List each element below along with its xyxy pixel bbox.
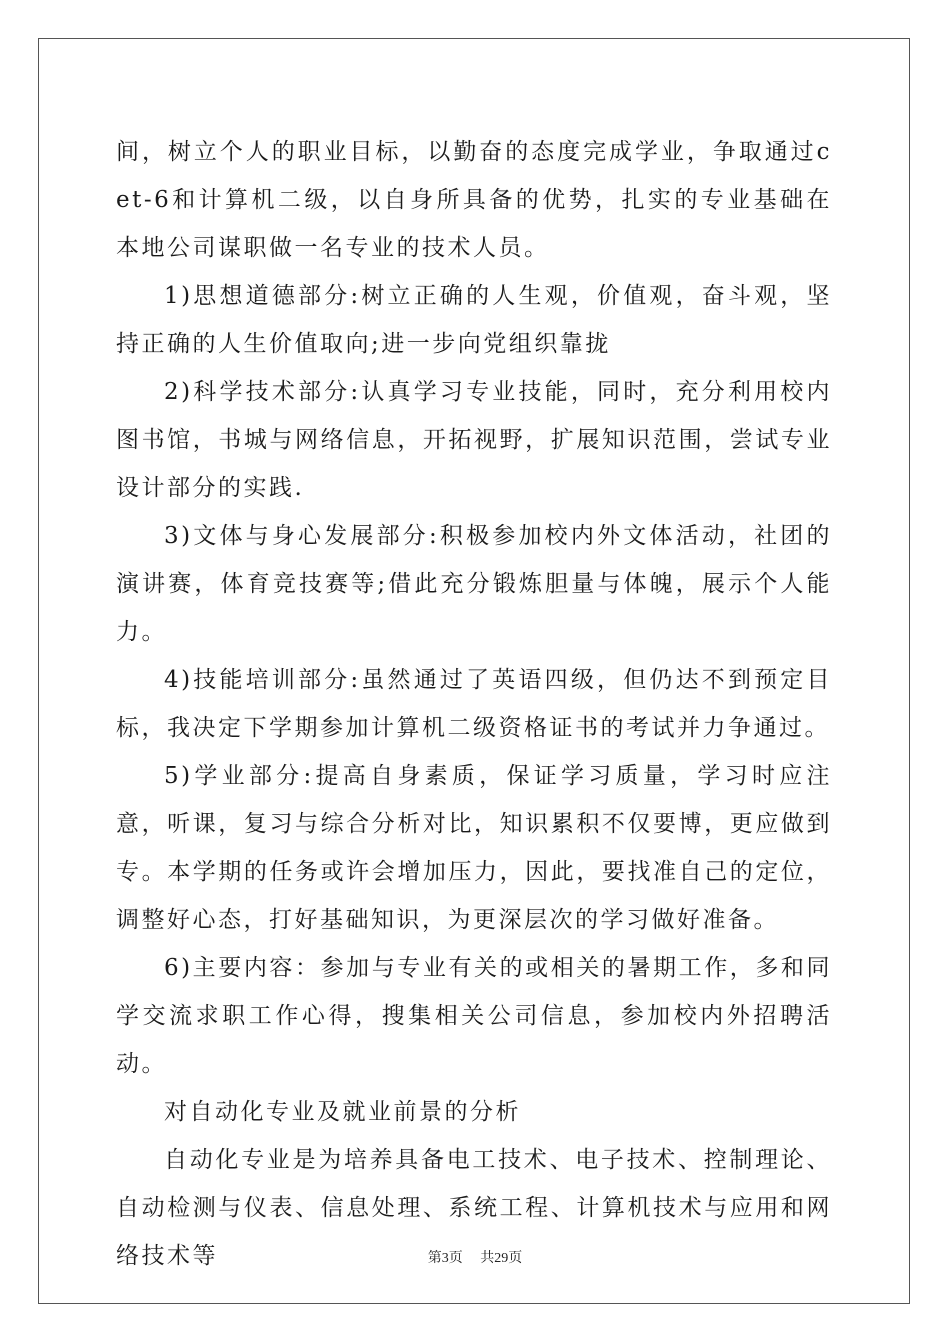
paragraph-6: 5)学业部分:提高自身素质，保证学习质量，学习时应注意，听课，复习与综合分析对比，知识累积不仅要博，更应做到专。本学期的任务或许会增加压力，因此，要找准自己的定位，调整好心态，打好基础知识，为更深层次的学习做好准备。 [116,763,832,933]
paragraph-1: 间，树立个人的职业目标，以勤奋的态度完成学业，争取通过cet-6和计算机二级，以自身所具备的优势，扎实的专业基础在本地公司谋职做一名专业的技术人员。 [116,139,832,261]
page-footer [0,1247,950,1267]
paragraph-3: 2)科学技术部分:认真学习专业技能，同时，充分利用校内图书馆，书城与网络信息，开拓视野，扩展知识范围，尝试专业设计部分的实践. [116,379,832,501]
page-total: 共29页 [480,1251,523,1266]
paragraph-5: 4)技能培训部分:虽然通过了英语四级，但仍达不到预定目标，我决定下学期参加计算机二级资格证书的考试并力争通过。 [116,667,832,741]
paragraph-9: 自动化专业是为培养具备电工技术、电子技术、控制理论、自动检测与仪表、信息处理、系统工程、计算机技术与应用和网络技术等 [116,1147,832,1269]
paragraph-2: 1)思想道德部分:树立正确的人生观，价值观，奋斗观，坚持正确的人生价值取向;进一步向党组织靠拢 [116,283,832,357]
page-number: 第3页 [427,1251,463,1266]
paragraph-7: 6)主要内容：参加与专业有关的或相关的暑期工作，多和同学交流求职工作心得，搜集相关公司信息，参加校内外招聘活动。 [116,955,832,1077]
section-heading: 对自动化专业及就业前景的分析 [164,1099,521,1125]
paragraph-4: 3)文体与身心发展部分:积极参加校内外文体活动，社团的演讲赛，体育竞技赛等;借此充分锻炼胆量与体魄，展示个人能力。 [116,523,832,645]
document-body [116,128,832,1280]
